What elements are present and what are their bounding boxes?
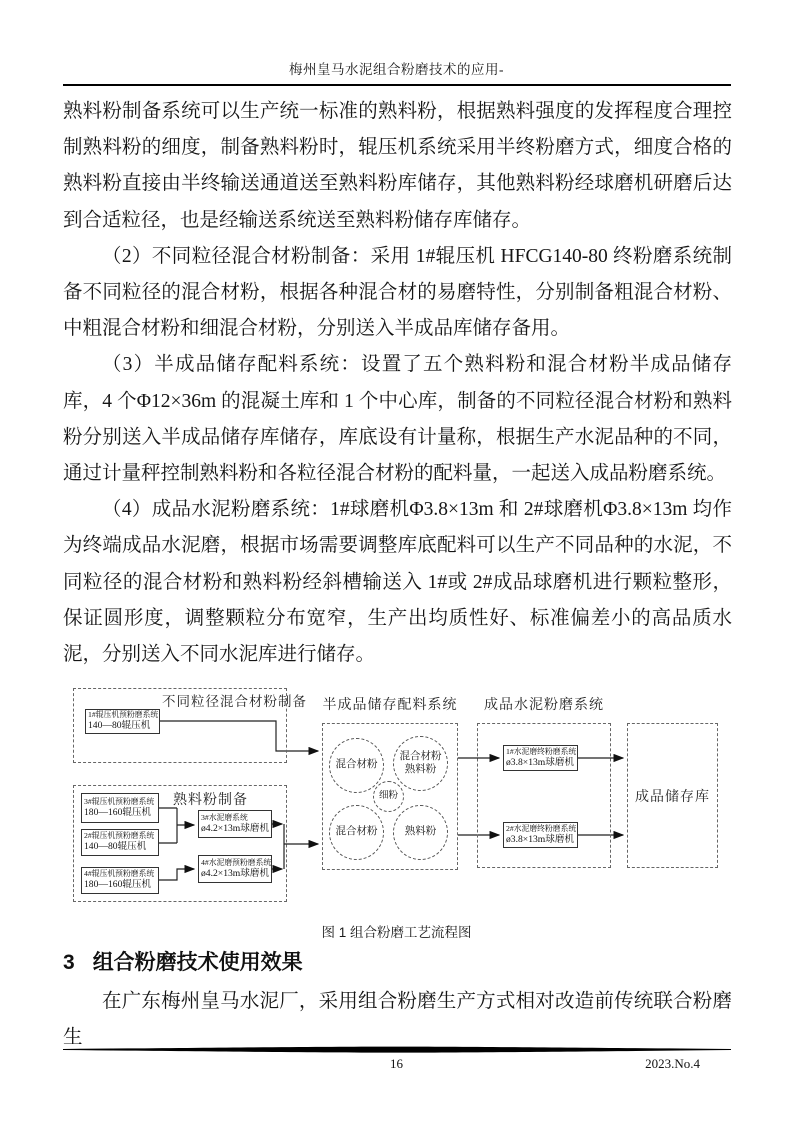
clinker-prep-group-title: 熟料粉制备 <box>173 793 248 808</box>
paragraph: （2）不同粒径混合材粉制备：采用 1#辊压机 HFCG140-80 终粉磨系统制备不同粒径的混合材粉，根据各种混合材的易磨特性，分别制备粗混合材粉、中粗混合材粉和细混合材粉，分别送入半成品库储存备用。 <box>63 245 732 340</box>
ball-mill-3-model: ø4.2×13m球磨机 <box>201 822 270 834</box>
product-store-label: 成品储存库 <box>635 789 710 805</box>
roller-press-4-name: 4#辊压机预粉磨系统 <box>84 869 155 879</box>
storage-group-title: 半成品储存配料系统 <box>322 698 458 713</box>
finish-mill-2-model: ø3.8×13m球磨机 <box>506 833 575 845</box>
header-title: 梅州皇马水泥组合粉磨技术的应用- <box>289 62 504 77</box>
section-number: 3 <box>63 951 75 974</box>
finish-mill-1-model: ø3.8×13m球磨机 <box>506 756 575 768</box>
roller-press-2-box <box>81 829 159 856</box>
silo-fine-powder <box>373 781 404 812</box>
header-rule <box>63 84 731 86</box>
silo-clinker-powder <box>393 805 448 860</box>
roller-press-2-model: 140—80辊压机 <box>84 841 147 853</box>
finish-mill-2-box <box>503 822 578 848</box>
silo-label: 混合材粉 <box>399 751 442 763</box>
silo-label: 混合材粉 <box>335 826 378 838</box>
process-flow-diagram <box>63 686 733 921</box>
section-heading <box>63 946 303 976</box>
issue-number: 2023.No.4 <box>645 1056 700 1071</box>
roller-press-3-box <box>81 793 159 823</box>
roller-press-3-name: 3#辊压机预粉磨系统 <box>84 796 155 806</box>
silo-mixed-material-2 <box>329 805 384 860</box>
figure-caption: 图 1 组合粉磨工艺流程图 <box>321 925 472 940</box>
roller-press-1-name: 1#辊压机预粉磨系统 <box>88 710 159 720</box>
roller-press-4-model: 180—160辊压机 <box>84 879 152 891</box>
ball-mill-4-box <box>198 855 272 883</box>
paragraph: （3）半成品储存配料系统：设置了五个熟料粉和混合材粉半成品储存库，4 个Φ12×36m 的混凝土库和 1 个中心库，制备的不同粒径混合材粉和熟料粉分别送入半成品储存库储存，库底设有计量称，根据生产水泥品种的不同，通过计量秤控制熟料粉和各粒径混合材粉的配料量，一起送入成品粉磨系统。 <box>63 354 732 485</box>
silo-label: 细粉 <box>378 791 398 802</box>
roller-press-1-box <box>85 709 160 734</box>
page-number: 16 <box>390 1056 403 1071</box>
silo-mixed-material-1 <box>329 738 384 793</box>
finish-mill-2-name: 2#水泥磨终粉磨系统 <box>506 823 577 833</box>
ball-mill-4-model: ø4.2×13m球磨机 <box>201 867 270 879</box>
silo-label: 熟料粉 <box>404 763 437 775</box>
mix-prep-group-title: 不同粒径混合材粉制备 <box>162 694 307 709</box>
roller-press-1-model: 140—80辊压机 <box>88 720 151 732</box>
roller-press-2-name: 2#辊压机预粉磨系统 <box>84 831 155 841</box>
silo-mixed-clinker <box>393 736 448 791</box>
paragraph: （4）成品水泥粉磨系统：1#球磨机Φ3.8×13m 和 2#球磨机Φ3.8×13m 均作为终端成品水泥磨，根据市场需要调整库底配料可以生产不同品种的水泥，不同粒径的混合材粉和熟料粉经斜槽输送入 1#或 2#成品球磨机进行颗粒整形，保证圆形度，调整颗粒分布宽窄，生产出均质性好、标准偏差小的高品质水泥，分别送入不同水泥库进行储存。 <box>63 499 732 666</box>
body-text <box>63 94 732 686</box>
paragraph: 在广东梅州皇马水泥厂，采用组合粉磨生产方式相对改造前传统联合粉磨生 <box>63 991 732 1048</box>
finish-mill-1-name: 1#水泥磨终粉磨系统 <box>506 746 577 756</box>
ball-mill-3-name: 3#水泥磨系统 <box>201 812 248 822</box>
roller-press-4-box <box>81 867 159 894</box>
paragraph: 熟料粉制备系统可以生产统一标准的熟料粉，根据熟料强度的发挥程度合理控制熟料粉的细度，制备熟料粉时，辊压机系统采用半终粉磨方式，细度合格的熟料粉直接由半终输送通道送至熟料粉库储存，其他熟料粉经球磨机研磨后达到合适粒径，也是经输送系统送至熟料粉储存库储存。 <box>63 101 732 231</box>
ball-mill-3-box <box>198 810 272 838</box>
finish-group-title: 成品水泥粉磨系统 <box>484 698 604 713</box>
footer-rule <box>63 1046 731 1054</box>
finish-mill-1-box <box>503 745 578 771</box>
silo-label: 熟料粉 <box>404 826 437 838</box>
ball-mill-4-name: 4#水泥磨预粉磨系统 <box>201 857 272 867</box>
section-title: 组合粉磨技术使用效果 <box>92 951 303 974</box>
silo-label: 混合材粉 <box>335 759 378 771</box>
roller-press-3-model: 180—160辊压机 <box>84 806 152 818</box>
